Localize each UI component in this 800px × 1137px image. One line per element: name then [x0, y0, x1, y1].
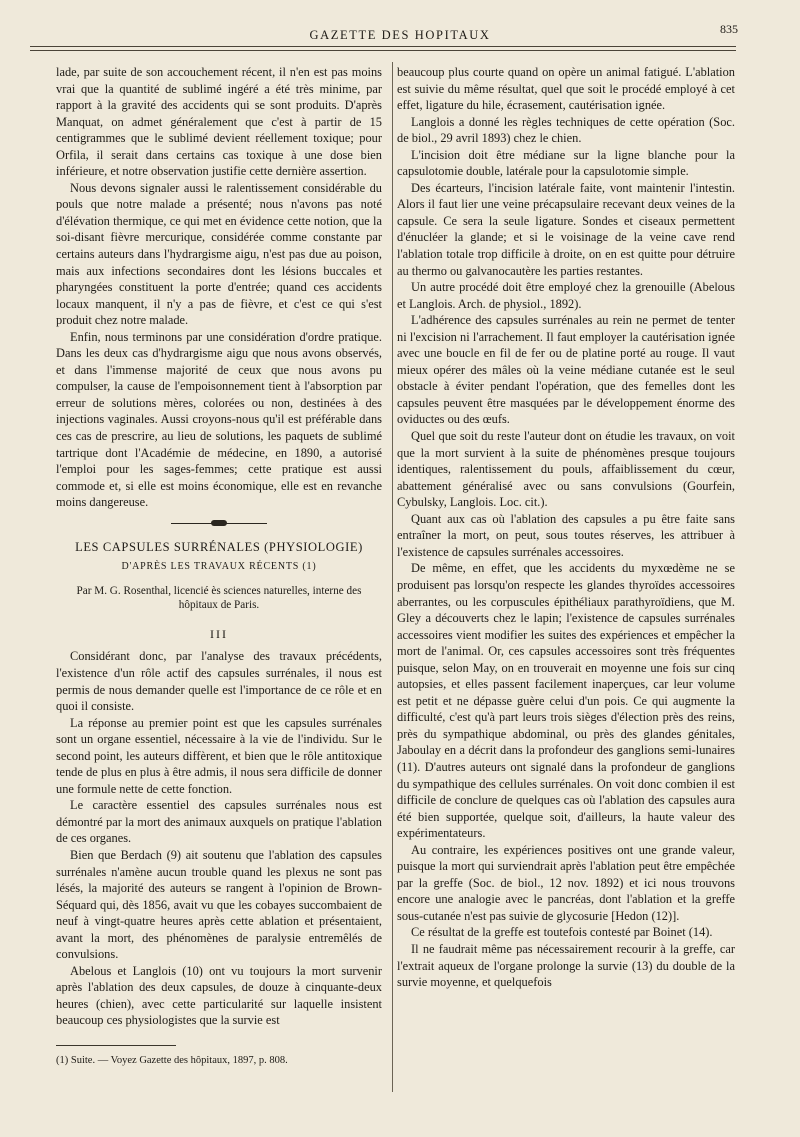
paragraph: Abelous et Langlois (10) ont vu toujours la mort survenir après l'ablation des deux capsules, de douze à cinquante-deux heures (chien), avec cette particularité sur laquelle insistent beaucoup ces physiologistes que la survie est	[56, 963, 382, 1028]
section-separator	[171, 521, 267, 527]
paragraph: L'adhérence des capsules surrénales au rein ne permet de tenter ni l'excision ni l'arrachement. Il faut employer la cautérisation ignée avec une boucle en fil de fer ou de platine porté au rouge. Il vaut mieux opérer des mâles où la veine médiane cutanée est le seul obstacle à éviter pendant l'opération, que des femelles dont les capsules peuvent être masquées par le développement énorme des oviductes ou des œufs.	[397, 313, 735, 427]
column-divider	[392, 62, 393, 1092]
paragraph: Au contraire, les expériences positives ont une grande valeur, puisque la mort qui surviendrait après l'ablation peut être empêchée par la greffe (Soc. de biol., 12 nov. 1892) et ici nous trouvons encore une analogie avec le pancréas, dont l'ablation et la greffe sous-cutanée n'est pas suivie de glycosurie [Hedon (12)].	[397, 842, 735, 923]
header-rule-thin	[30, 50, 736, 51]
paragraph: L'incision doit être médiane sur la ligne blanche pour la capsulotomie double, latérale pour la capsulotomie simple.	[397, 147, 735, 179]
footnote: (1) Suite. — Voyez Gazette des hôpitaux, 1897, p. 808.	[56, 1054, 288, 1066]
section-numeral: III	[210, 626, 228, 641]
paragraph: La réponse au premier point est que les capsules surrénales sont un organe essentiel, nécessaire à la vie de l'individu. Sur le second point, les auteurs diffèrent, et bien que le rôle antitoxique tende de plus en plus à être admis, il nous sera difficile de donner une formule nette de cette fonction.	[56, 715, 382, 796]
article-title: LES CAPSULES SURRÉNALES (PHYSIOLOGIE)	[75, 539, 363, 554]
paragraph: Quel que soit du reste l'auteur dont on étudie les travaux, on voit que la mort survient à la suite de phénomènes presque toujours identiques, ralentissement du pouls, affaiblissement du cœur, abattement généralisé avec ou sans convulsions (Gourfein, Cybulsky, Langlois. Loc. cit.).	[397, 429, 735, 510]
paragraph: lade, par suite de son accouchement récent, il n'en est pas moins vrai que la quantité de sublimé ingéré a été très minime, par rapport à la gravité des accidents qui se sont produits. D'après Manquat, on admet généralement que c'est à partir de 15 centigrammes que le sublimé devient réellement toxique; pour Orfila, il serait dans certains cas toxique à une dose bien inférieure, et notre observation justifie cette dernière assertion.	[56, 65, 382, 179]
paragraph: Un autre procédé doit être employé chez la grenouille (Abelous et Langlois. Arch. de physiol., 1892).	[397, 280, 735, 311]
article-paragraphs	[56, 648, 382, 1029]
paragraph: Enfin, nous terminons par une considération d'ordre pratique. Dans les deux cas d'hydrargisme aigu que nous avons observés, et dans l'immense majorité de ceux que nous avons pu compulser, la cause de l'empoisonnement tient à l'absorption par erreur de solutions mères, colorées ou non, destinées à des injections vaginales. Aussi croyons-nous qu'il est préférable dans ces cas de prescrire, au lieu de solutions, les paquets de sublimé tartrique dont l'Académie de médecine, en 1890, a autorisé l'emploi pour les sages-femmes; cette pratique est aussi commode et, si elle est moins économique, elle est en revanche moins dangereuse.	[56, 329, 382, 510]
footnote-rule	[56, 1045, 176, 1046]
paragraph: Considérant donc, par l'analyse des travaux précédents, l'existence d'un rôle actif des capsules surrénales, il nous est permis de nous demander quelle est l'importance de ce rôle et en quoi il consiste.	[56, 649, 382, 714]
page-header	[0, 22, 800, 48]
article-subtitle: D'APRÈS LES TRAVAUX RÉCENTS (1)	[121, 561, 317, 573]
paragraph: Le caractère essentiel des capsules surrénales nous est démontré par la mort des animaux auxquels on pratique l'ablation de ces organes.	[56, 798, 382, 846]
header-rule-thick	[30, 46, 736, 47]
paragraph: Il ne faudrait même pas nécessairement recourir à la greffe, car l'extrait aqueux de l'organe prolonge la survie (13) du double de la survie moyenne, et quelquefois	[397, 941, 735, 990]
paragraph: Nous devons signaler aussi le ralentissement considérable du pouls que notre malade a présenté; nous n'avons pas noté d'élévation thermique, ce qui met en évidence cette notion, que la soi-disant fièvre mercurique, considérée comme constante par certains auteurs dans l'hydrargisme aigu, n'est pas due au poison, mais aux infections secondaires dont les lésions buccales et pharyngées constituent la porte d'entrée; quand ces accidents locaux manquent, il n'y a pas de fièvre, et c'est ce qui s'est produit chez notre malade.	[56, 180, 382, 328]
paragraph: Langlois a donné les règles techniques de cette opération (Soc. de biol., 29 avril 1893) chez le chien.	[397, 114, 735, 146]
paragraph: Quant aux cas où l'ablation des capsules a pu être faite sans entraîner la mort, on peut, sous toutes réserves, les attribuer à l'existence de capsules surrénales accessoires.	[397, 511, 735, 559]
paragraph: Des écarteurs, l'incision latérale faite, vont maintenir l'intestin. Alors il faut lier une veine précapsulaire recevant deux veines de la capsule. Ce sera la seule ligature. Sondes et ciseaux permettent d'énucléer la glande; et si le voisinage de la veine cave rend l'ablation totale trop difficile à droite, on en est quitte pour détruire au thermo ou galvanocautère les parties restantes.	[397, 180, 735, 278]
paragraph: De même, en effet, que les accidents du myxœdème ne se produisent pas lorsqu'on respecte les glandes thyroïdes accessoires aberrantes, ou les corpuscules épithéliaux parathyroïdiens, que M. Gley a découverts chez le lapin; l'existence de capsules surrénales accessoires vient modifier les suites des expériences et empêcher la mort de l'animal. Or, ces capsules accessoires sont très fréquentes puisque, selon May, on en trouverait en moyenne une fois sur cinq autopsies, et elles passent facilement inaperçues, car leur volume est petit et ne dépasse guère celui d'un pois. Ce qui augmente la difficulté, c'est qu'à part leurs trois sièges d'élection près des reins, près du sympathique abdominal, ou près des glandes génitales, Jaboulay en a décrit dans la profondeur des ganglions semi-lunaires (11). D'autres auteurs ont signalé dans la profondeur de ganglions du sympathique des cellules surrénales. On voit donc combien il est difficile de conclure de quelques cas où l'ablation des capsules aura été bien supportée, quelque soit, d'ailleurs, la haute valeur des expérimentateurs.	[397, 561, 735, 841]
author-line: Par M. G. Rosenthal, licencié ès sciences naturelles, interne des hôpitaux de Paris.	[76, 584, 362, 611]
left-column	[56, 64, 382, 1067]
running-title: GAZETTE DES HOPITAUX	[309, 28, 491, 42]
paragraph: Ce résultat de la greffe est toutefois contesté par Boinet (14).	[411, 925, 713, 940]
right-column	[397, 64, 735, 991]
paragraph: Bien que Berdach (9) ait soutenu que l'ablation des capsules surrénales n'amène aucun trouble quand les plexus ne sont pas lésés, la majorité des auteurs se rangent à l'opinion de Brown-Séquard qui, dès 1856, avait vu que les cobayes succombaient de neuf à vingt-quatre heures après cette ablation et présentaient, avant la mort, des phénomènes de paralysie entremêlés de convulsions.	[56, 847, 382, 962]
page-number: 835	[720, 22, 738, 36]
left-paragraphs	[56, 64, 382, 511]
paragraph: beaucoup plus courte quand on opère un animal fatigué. L'ablation est suivie du même résultat, quel que soit le procédé employé à cet effet, ligature du hile, écrasement, cautérisation ignée.	[397, 65, 735, 113]
